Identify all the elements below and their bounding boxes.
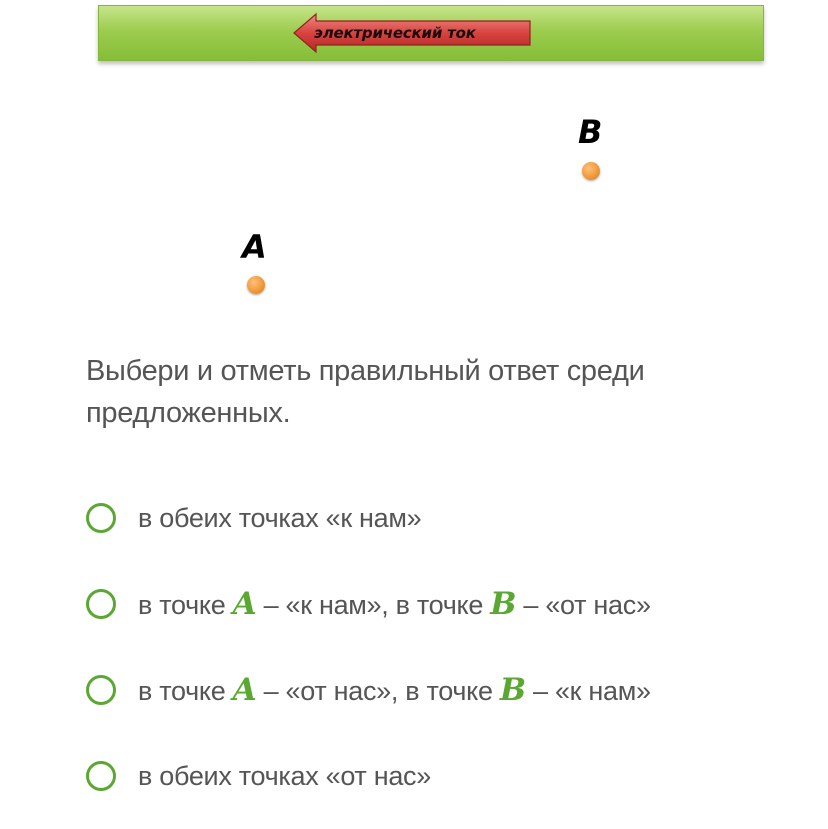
point-a-dot: [247, 276, 265, 294]
point-a-symbol: A: [232, 672, 257, 708]
point-a-label: A: [242, 228, 267, 266]
answer-option-2[interactable]: [86, 576, 651, 632]
option-label: в обеих точках «от нас»: [138, 760, 431, 791]
radio-button[interactable]: [86, 675, 116, 705]
option-text-part: – «к нам», в точке: [256, 590, 491, 620]
option-label: [138, 586, 651, 622]
radio-button[interactable]: [86, 589, 116, 619]
point-b-symbol: B: [490, 586, 517, 622]
option-text-part: – «от нас», в точке: [256, 676, 500, 706]
question-text: Выбери и отметь правильный ответ среди предложенных.: [86, 355, 645, 429]
answer-option-3[interactable]: [86, 662, 651, 718]
answer-option-1[interactable]: [86, 490, 421, 546]
physics-figure: [0, 0, 828, 320]
radio-button[interactable]: [86, 761, 116, 791]
option-text-part: – «от нас»: [516, 590, 651, 620]
current-label: электрический ток: [314, 24, 476, 42]
option-label: в обеих точках «к нам»: [138, 502, 422, 533]
point-a-symbol: A: [232, 586, 257, 622]
option-text-part: в точке: [138, 590, 233, 620]
option-label: [138, 672, 651, 708]
radio-button[interactable]: [86, 503, 116, 533]
option-text-part: в точке: [138, 676, 233, 706]
point-b-symbol: B: [499, 672, 526, 708]
point-b-dot: [582, 162, 600, 180]
point-b-label: B: [578, 113, 603, 151]
option-text-part: – «к нам»: [525, 676, 651, 706]
answer-option-4[interactable]: [86, 748, 431, 804]
